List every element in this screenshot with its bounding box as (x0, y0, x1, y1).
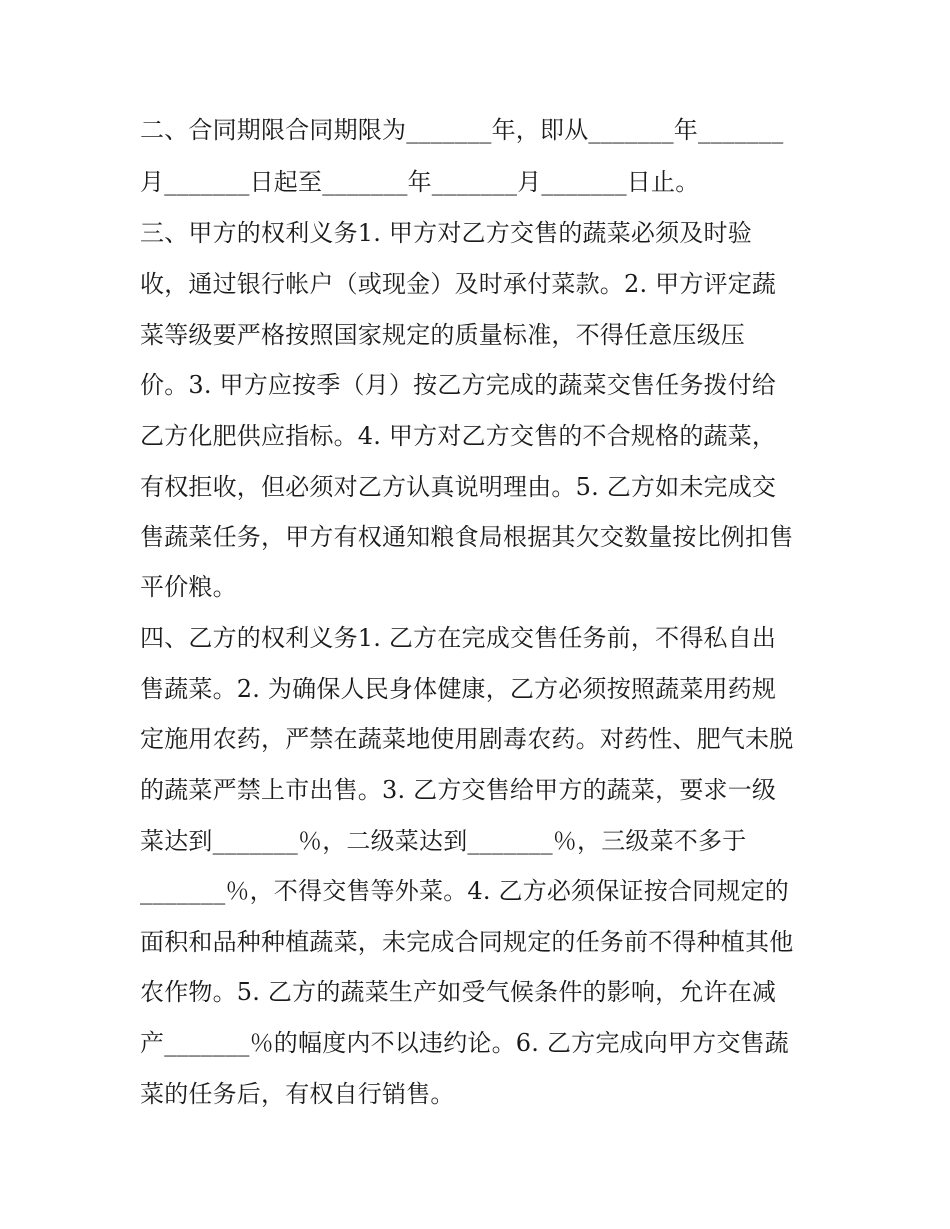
text-line: 菜等级要严格按照国家规定的质量标准，不得任意压级压 (140, 321, 745, 349)
text-line: 面积和品种种植蔬菜，未完成合同规定的任务前不得种植其他 (140, 928, 794, 956)
text-line: 售蔬菜。2. 为确保人民身体健康，乙方必须按照蔬菜用药规 (140, 675, 777, 703)
text-line: 定施用农药，严禁在蔬菜地使用剧毒农药。对药性、肥气未脱 (140, 725, 794, 753)
text-line: 菜达到_______％，二级菜达到_______％，三级菜不多于 (140, 827, 747, 855)
text-line: 价。3. 甲方应按季（月）按乙方完成的蔬菜交售任务拨付给 (140, 371, 777, 399)
text-line: 四、乙方的权利义务1. 乙方在完成交售任务前，不得私自出 (140, 624, 777, 652)
text-line: 菜的任务后，有权自行销售。 (140, 1080, 455, 1108)
text-line: 的蔬菜严禁上市出售。3. 乙方交售给甲方的蔬菜，要求一级 (140, 776, 777, 804)
text-line: 平价粮。 (140, 573, 237, 601)
text-line: 乙方化肥供应指标。4. 甲方对乙方交售的不合规格的蔬菜， (140, 422, 777, 450)
text-line: 农作物。5. 乙方的蔬菜生产如受气候条件的影响，允许在减 (140, 978, 777, 1006)
text-line: 三、甲方的权利义务1. 甲方对乙方交售的蔬菜必须及时验 (140, 219, 752, 247)
text-line: 有权拒收，但必须对乙方认真说明理由。5. 乙方如未完成交 (140, 473, 777, 501)
text-line: 月_______日起至_______年_______月_______日止。 (140, 168, 700, 196)
text-line: 二、合同期限合同期限为_______年，即从_______年_______ (140, 116, 784, 144)
text-line: 收，通过银行帐户（或现金）及时承付菜款。2. 甲方评定蔬 (140, 270, 777, 298)
text-line: 产_______％的幅度内不以违约论。6. 乙方完成向甲方交售蔬 (140, 1029, 789, 1057)
text-line: 售蔬菜任务，甲方有权通知粮食局根据其欠交数量按比例扣售 (140, 523, 794, 551)
text-line: _______％，不得交售等外菜。4. 乙方必须保证按合同规定的 (140, 877, 789, 905)
